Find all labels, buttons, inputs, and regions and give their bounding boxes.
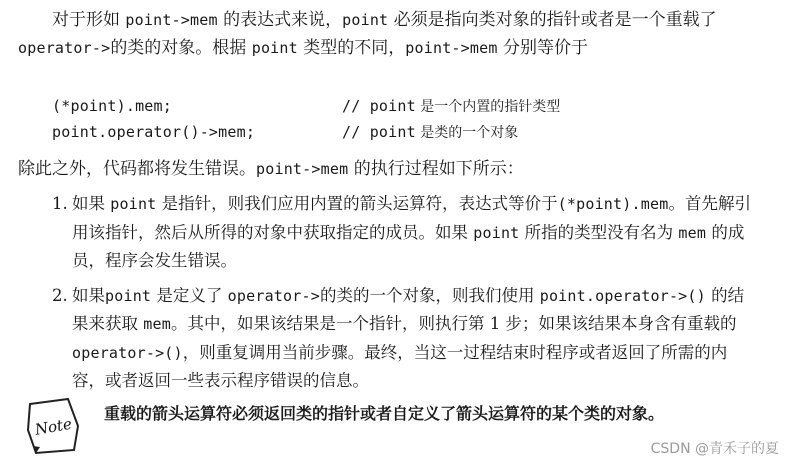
inline-code: point->mem xyxy=(256,160,349,178)
comment-slashes: // xyxy=(342,97,370,115)
list-item xyxy=(52,282,752,396)
note-text: 重载的箭头运算符必须返回类的指针或者自定义了箭头运算符的某个类的对象。 xyxy=(104,404,665,423)
inline-code: point xyxy=(473,223,520,242)
intro-text: 对于形如 xyxy=(52,10,126,30)
inline-code: operator->() xyxy=(72,343,183,362)
item-text: 。其中，如果该结果是一个指针，则执行第 1 步；如果该结果本身含有重载的 xyxy=(170,314,737,333)
inline-code: point->mem xyxy=(125,11,218,29)
comment-slashes: // xyxy=(342,123,370,141)
inline-code: (*point).mem xyxy=(557,195,669,213)
intro-text: 分别等价于 xyxy=(497,38,588,58)
note-icon xyxy=(24,396,84,456)
code-statement: (*point).mem; xyxy=(52,97,172,115)
item-text: 。首先解引用该指针，然后从所得的对象中获取指定的成员。如果 xyxy=(72,194,751,242)
inline-code: point.operator->() xyxy=(539,286,706,305)
item-text: ，则重复调用当前步骤。最终，当这一过程结束时程序或者返回了所需的内容，或者返回一些表示程序错误的信息。 xyxy=(72,342,728,390)
comment-code: point xyxy=(369,97,416,115)
comment-code: point xyxy=(369,123,416,141)
paragraph-text: 的执行过程如下所示： xyxy=(348,159,524,179)
intro-paragraph xyxy=(18,6,778,62)
inline-code: point xyxy=(342,11,389,29)
inline-code: operator-> xyxy=(227,286,320,305)
code-block xyxy=(52,93,752,145)
intro-text: 类型的不同， xyxy=(297,38,406,58)
code-line xyxy=(52,119,752,145)
list-number: 2. xyxy=(52,285,68,305)
intro-text: 的类的对象。根据 xyxy=(110,38,252,58)
code-comment xyxy=(342,119,518,146)
watermark: CSDN @青禾子的夏 xyxy=(650,441,779,457)
item-text: 的类的一个对象，则我们使用 xyxy=(319,285,540,305)
inline-code: point xyxy=(105,286,152,305)
list-item xyxy=(52,190,752,276)
paragraph-text: 除此之外，代码都将发生错误。 xyxy=(18,159,256,179)
item-text: 的结果来获取 xyxy=(72,285,745,333)
item-text: 是定义了 xyxy=(151,285,228,305)
inline-code: point xyxy=(110,195,157,213)
inline-code: operator-> xyxy=(18,39,111,57)
code-statement: point.operator()->mem; xyxy=(52,123,256,141)
comment-text: 是一个内置的指针类型 xyxy=(415,99,561,115)
inline-code: mem xyxy=(678,223,707,242)
comment-text: 是类的一个对象 xyxy=(415,125,519,141)
item-text: 的成员，程序会发生错误。 xyxy=(72,222,745,270)
inline-code: mem xyxy=(143,315,171,333)
note-icon-label: Note xyxy=(33,414,74,439)
item-text: 是指针，则我们应用内置的箭头运算符，表达式等价于 xyxy=(156,194,558,213)
intro-text: 必须是指向类对象的指针或者是一个重载了 xyxy=(388,10,717,30)
list-number: 1. xyxy=(52,194,68,213)
intro-text: 的表达式来说， xyxy=(217,10,343,30)
code-line xyxy=(52,93,752,119)
steps-list xyxy=(52,190,752,402)
process-intro-paragraph xyxy=(18,155,778,183)
inline-code: point xyxy=(251,39,298,57)
item-text: 如果 xyxy=(72,285,105,305)
code-comment xyxy=(342,93,560,120)
item-text: 所指的类型没有名为 xyxy=(519,222,679,242)
inline-code: point->mem xyxy=(405,39,498,57)
item-text: 如果 xyxy=(72,194,111,213)
